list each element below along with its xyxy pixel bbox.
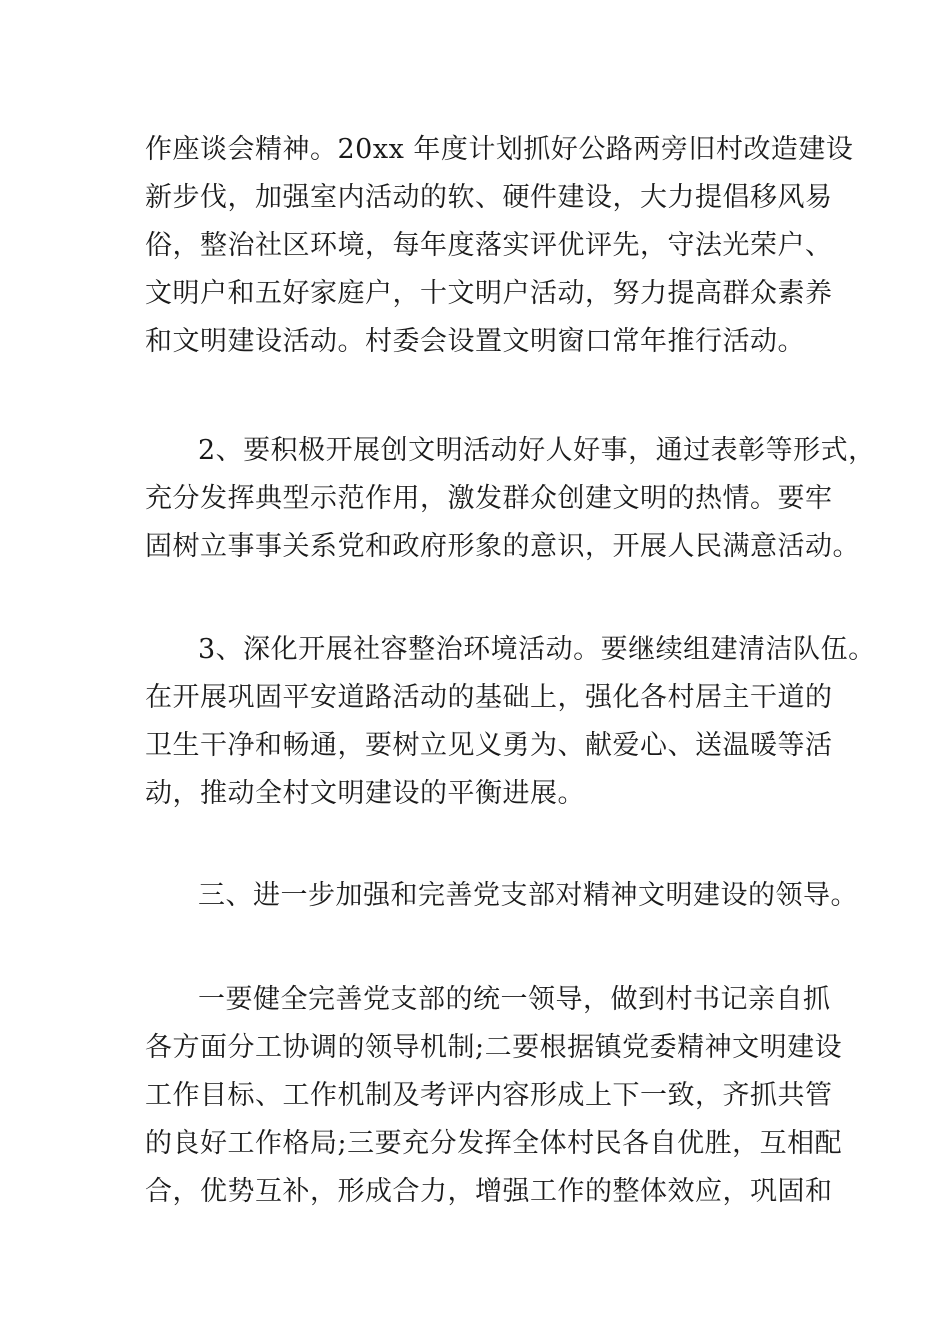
text-line: 工作目标、工作机制及考评内容形成上下一致，齐抓共管 [145,1080,833,1111]
text-line: 和文明建设活动。村委会设置文明窗口常年推行活动。 [145,326,805,357]
text-line: 动，推动全村文明建设的平衡进展。 [145,778,585,809]
text-line: 作座谈会精神。20xx 年度计划抓好公路两旁旧村改造建设 [145,134,854,165]
text-line: 2、要积极开展创文明活动好人好事，通过表彰等形式， [198,435,876,466]
text-line: 固树立事事关系党和政府形象的意识，开展人民满意活动。 [145,531,860,562]
text-line: 一要健全完善党支部的统一领导，做到村书记亲自抓 [198,984,831,1015]
text-line: 俗，整治社区环境，每年度落实评优评先，守法光荣户、 [145,230,833,261]
text-line: 各方面分工协调的领导机制;二要根据镇党委精神文明建设 [145,1032,843,1063]
text-line: 新步伐，加强室内活动的软、硬件建设，大力提倡移风易 [145,182,833,213]
text-line: 文明户和五好家庭户，十文明户活动，努力提高群众素养 [145,278,833,309]
text-line: 3、深化开展社容整治环境活动。要继续组建清洁队伍。 [198,634,876,665]
text-line: 合，优势互补，形成合力，增强工作的整体效应，巩固和 [145,1176,833,1207]
text-line: 卫生干净和畅通，要树立见义勇为、献爱心、送温暖等活 [145,730,833,761]
section-heading-text: 三、进一步加强和完善党支部对精神文明建设的领导。 [198,880,858,911]
text-line: 充分发挥典型示范作用，激发群众创建文明的热情。要牢 [145,483,833,514]
text-line: 在开展巩固平安道路活动的基础上，强化各村居主干道的 [145,682,833,713]
text-line: 的良好工作格局;三要充分发挥全体村民各自优胜，互相配 [145,1128,843,1159]
